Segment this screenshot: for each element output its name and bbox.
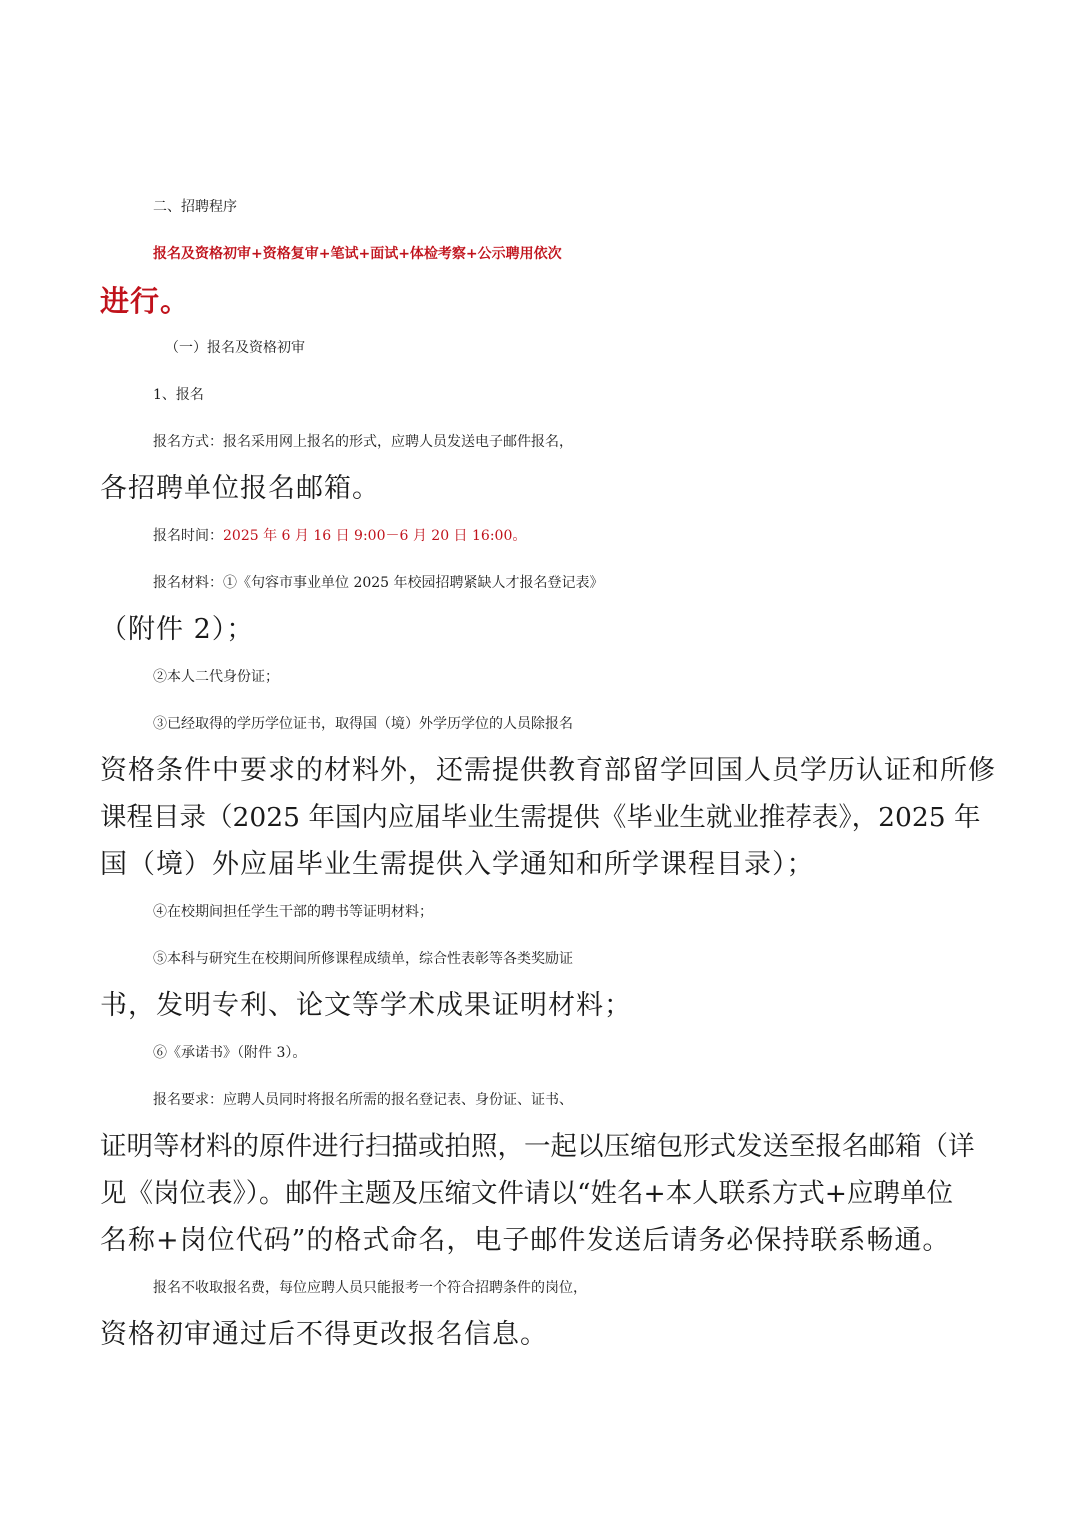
material-3-line-4: 国（境）外应届毕业生需提供入学通知和所学课程目录）；: [100, 849, 815, 880]
section-heading: 二、招聘程序: [153, 199, 237, 215]
time-value: 2025 年 6 月 16 日 9:00－6 月 20 日 16:00。: [223, 528, 527, 544]
subsection-heading: （一）报名及资格初审: [165, 340, 305, 356]
requirement-line-1: 报名要求：应聘人员同时将报名所需的报名登记表、身份证、证书、: [153, 1092, 573, 1108]
material-6: ⑥《承诺书》（附件 3）。: [153, 1045, 307, 1061]
item-heading: 1、报名: [153, 387, 204, 403]
material-5-line-1: ⑤本科与研究生在校期间所修课程成绩单，综合性表彰等各类奖励证: [153, 951, 573, 967]
method-line-2: 各招聘单位报名邮箱。: [100, 473, 380, 504]
material-5-line-2: 书，发明专利、论文等学术成果证明材料；: [100, 990, 632, 1021]
material-3-line-1: ③已经取得的学历学位证书，取得国（境）外学历学位的人员除报名: [153, 716, 573, 732]
requirement-line-3: 见《岗位表》）。邮件主题及压缩文件请以“姓名+本人联系方式+应聘单位: [100, 1178, 953, 1209]
material-3-line-2: 资格条件中要求的材料外，还需提供教育部留学回国人员学历认证和所修: [100, 755, 996, 786]
material-3-line-3: 课程目录（2025 年国内应届毕业生需提供《毕业生就业推荐表》，2025 年: [100, 802, 981, 833]
materials-line-1: 报名材料：①《句容市事业单位 2025 年校园招聘紧缺人才报名登记表》: [153, 575, 604, 591]
requirement-line-2: 证明等材料的原件进行扫描或拍照，一起以压缩包形式发送至报名邮箱（详: [100, 1131, 975, 1162]
materials-line-2: （附件 2）；: [100, 614, 255, 645]
method-line-1: 报名方式：报名采用网上报名的形式，应聘人员发送电子邮件报名，: [153, 434, 573, 450]
fee-line-2: 资格初审通过后不得更改报名信息。: [100, 1319, 548, 1350]
material-4: ④在校期间担任学生干部的聘书等证明材料；: [153, 904, 433, 920]
procedure-text-line-1: 报名及资格初审+资格复审+笔试+面试+体检考察+公示聘用依次: [153, 246, 562, 262]
time-line: [153, 516, 1053, 556]
time-label: 报名时间：: [153, 528, 223, 544]
material-2: ②本人二代身份证；: [153, 669, 279, 685]
requirement-line-4: 名称+岗位代码”的格式命名，电子邮件发送后请务必保持联系畅通。: [100, 1225, 951, 1256]
fee-line-1: 报名不收取报名费，每位应聘人员只能报考一个符合招聘条件的岗位，: [153, 1280, 587, 1296]
procedure-text-line-2: 进行。: [100, 284, 191, 318]
